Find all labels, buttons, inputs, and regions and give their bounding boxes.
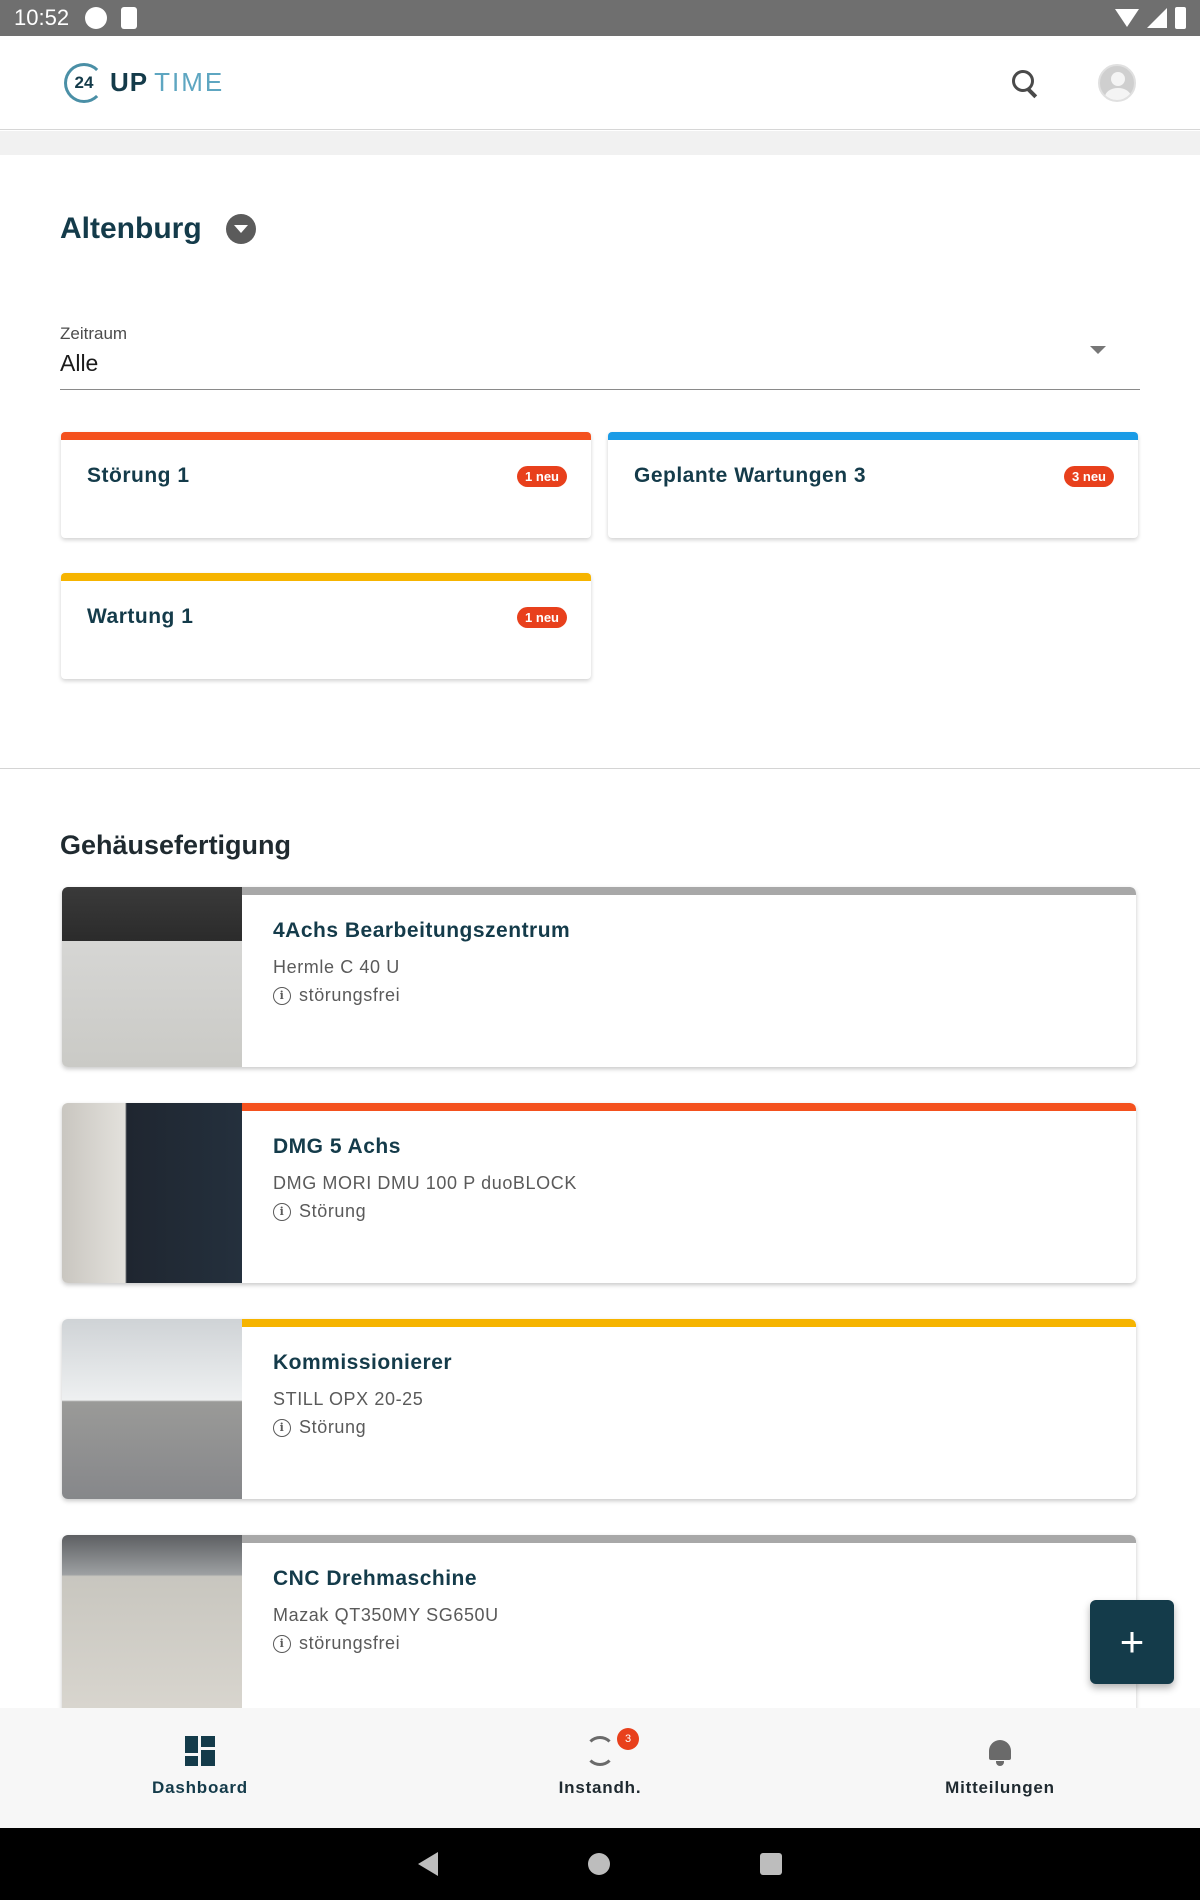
refresh-icon (585, 1736, 615, 1766)
nav-item-instandhaltung[interactable] (400, 1708, 800, 1828)
machine-photo (62, 887, 242, 1067)
summary-card-wartung[interactable] (61, 573, 591, 679)
info-icon: i (273, 1419, 291, 1437)
machine-photo (62, 1103, 242, 1283)
add-button[interactable] (1090, 1600, 1174, 1684)
info-icon: i (273, 987, 291, 1005)
machine-card[interactable] (62, 887, 1136, 1067)
dashboard-icon (185, 1736, 215, 1766)
sd-card-icon (121, 7, 137, 29)
nav-label: Dashboard (152, 1778, 248, 1797)
summary-card-title: Geplante Wartungen 3 (634, 464, 867, 487)
summary-card-stoerung[interactable] (61, 432, 591, 538)
machine-model: Hermle C 40 U (273, 957, 400, 977)
notification-count-badge: 3 (617, 1728, 639, 1750)
summary-card-title: Wartung 1 (87, 605, 194, 628)
machine-photo (62, 1535, 242, 1715)
machine-model: DMG MORI DMU 100 P duoBLOCK (273, 1173, 577, 1193)
app-logo (64, 63, 224, 103)
section-divider (0, 768, 1200, 769)
machine-name: 4Achs Bearbeitungszentrum (273, 919, 571, 942)
section-title: Gehäusefertigung (60, 830, 292, 860)
card-color-bar (242, 887, 1136, 895)
summary-card-title: Störung 1 (87, 464, 190, 487)
logo-word-light: TIME (154, 67, 225, 97)
new-badge: 1 neu (517, 466, 567, 487)
home-icon[interactable] (588, 1853, 610, 1875)
bell-icon (985, 1736, 1015, 1766)
machine-name: CNC Drehmaschine (273, 1567, 478, 1590)
machine-status (273, 985, 400, 1006)
new-badge: 1 neu (517, 607, 567, 628)
machine-card[interactable] (62, 1103, 1136, 1283)
dropdown-arrow-icon[interactable] (1090, 346, 1106, 354)
status-bar (0, 0, 1200, 36)
plus-icon: + (1119, 1618, 1145, 1665)
machine-status-text: Störung (299, 1417, 367, 1437)
new-badge: 3 neu (1064, 466, 1114, 487)
machine-status-text: Störung (299, 1201, 367, 1221)
machine-card[interactable] (62, 1535, 1136, 1715)
machine-status-text: störungsfrei (299, 985, 401, 1005)
machine-status-text: störungsfrei (299, 1633, 401, 1653)
machine-model: Mazak QT350MY SG650U (273, 1605, 499, 1625)
logo-ring: 24 (64, 63, 104, 103)
recent-apps-icon[interactable] (760, 1853, 782, 1875)
battery-icon (1175, 7, 1186, 29)
signal-icon (1147, 8, 1167, 28)
card-color-bar (242, 1319, 1136, 1327)
location-selector[interactable] (60, 212, 256, 246)
search-icon[interactable] (1010, 68, 1040, 98)
bottom-navigation (0, 1708, 1200, 1828)
app-notification-icon (85, 7, 107, 29)
machine-name: DMG 5 Achs (273, 1135, 401, 1158)
machine-model: STILL OPX 20-25 (273, 1389, 424, 1409)
chevron-down-icon[interactable] (226, 214, 256, 244)
app-bar (0, 36, 1200, 130)
info-icon: i (273, 1635, 291, 1653)
status-time: 10:52 (14, 5, 70, 30)
info-icon: i (273, 1203, 291, 1221)
period-value: Alle (60, 350, 99, 376)
summary-card-geplante-wartungen[interactable] (608, 432, 1138, 538)
nav-label: Mitteilungen (945, 1778, 1055, 1797)
avatar[interactable] (1098, 64, 1136, 102)
card-color-bar (608, 432, 1138, 440)
header-spacer (0, 131, 1200, 155)
nav-item-mitteilungen[interactable] (800, 1708, 1200, 1828)
machine-status (273, 1417, 366, 1438)
card-color-bar (242, 1535, 1136, 1543)
nav-item-dashboard[interactable] (0, 1708, 400, 1828)
card-color-bar (242, 1103, 1136, 1111)
machine-name: Kommissionierer (273, 1351, 453, 1374)
machine-status (273, 1201, 366, 1222)
wifi-icon (1115, 9, 1139, 27)
machine-card[interactable] (62, 1319, 1136, 1499)
card-color-bar (61, 573, 591, 581)
logo-word-strong: UP (110, 67, 149, 97)
card-color-bar (61, 432, 591, 440)
period-label: Zeitraum (60, 324, 128, 343)
location-title: Altenburg (60, 212, 202, 245)
machine-photo (62, 1319, 242, 1499)
back-icon[interactable] (418, 1852, 438, 1876)
period-select[interactable] (60, 324, 1140, 390)
machine-status (273, 1633, 400, 1654)
system-navigation-bar (0, 1828, 1200, 1900)
nav-label: Instandh. (558, 1778, 642, 1797)
